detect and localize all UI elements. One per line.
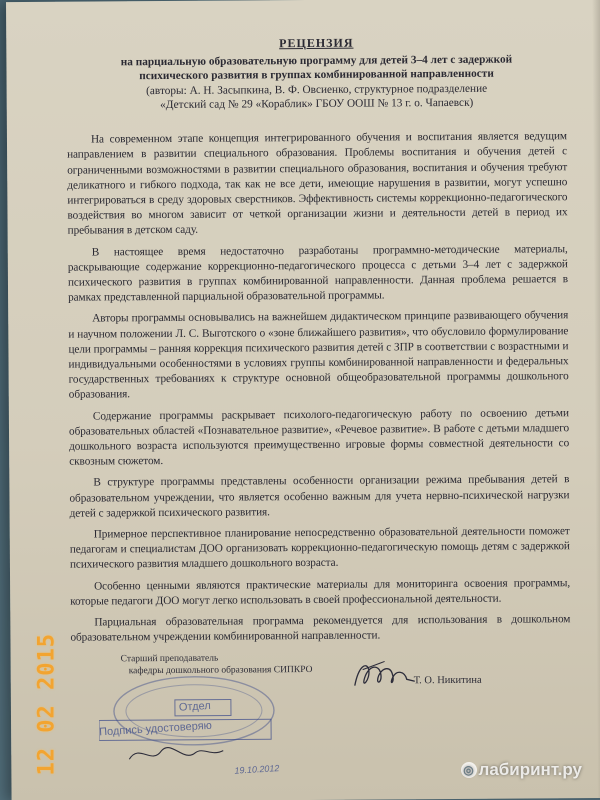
watermark-text: лабиринт.ру xyxy=(478,760,582,779)
handwritten-signature xyxy=(349,655,419,695)
paragraph: В структуре программы представлены особенности организации режима пребывания детей в образовательном учреждении, что является особенно важным для учета нервно-психической нагрузки детей с задержкой психического развития. xyxy=(69,473,570,520)
signer-name: Т. О. Никитина xyxy=(413,674,482,687)
document-content xyxy=(66,34,570,652)
review-body xyxy=(67,129,571,646)
paragraph: Особенно ценными являются практические материалы для мониторинга освоения программы, которые педагоги ДОО могут легко использовать в своей профессиональной деятельности. xyxy=(70,576,571,608)
certification-stamp xyxy=(99,672,330,784)
camera-date-stamp xyxy=(24,600,64,776)
authors-line: (авторы: А. Н. Засыпкина, В. Ф. Овсиенко, структурное подразделение xyxy=(146,82,488,98)
subtitle-line: на парциальную образовательную программу для детей 3–4 лет с задержкой xyxy=(120,53,513,69)
document-authors xyxy=(67,81,567,112)
subtitle-line: психического развития в группах комбинированной направленности xyxy=(139,67,494,83)
document-title: РЕЦЕНЗИЯ xyxy=(279,35,354,51)
paragraph: Примерное перспективное планирование непосредственно образовательной деятельности поможет педагогам и специалистам ДОО организовать коррекционно-педагогическую помощь детям с задержкой психического развития младшего дошкольного возраста. xyxy=(69,525,570,572)
authors-line: «Детский сад № 29 «Кораблик» ГБОУ ООШ № 13 г. о. Чапаевск) xyxy=(160,97,474,112)
labyrinth-logo-icon: ◎ xyxy=(461,762,477,778)
paragraph: В настоящее время недостаточно разработаны программно-методические материалы, раскрывающие содержание коррекционно-педагогического процесса с детьми 3–4 лет с задержкой психического развития в группах комбинированной направленности. Данная проблема решается в рамках представленной парциальной образовательной программы. xyxy=(67,242,568,304)
paragraph: Авторы программы основывались на важнейшем дидактическом принципе развивающего обучения и научном положении Л. С. Выготского о «зоне ближайшего развития», что обусловило формулирование цели программы – ранняя коррекция психического развития детей с ЗПР в соответствии с возрастными и индивидуальными особенностями в условиях группы комбинированной направленности и федеральных государственных требованиях к структуре основной общеобразовательной программы дошкольного образования. xyxy=(68,309,569,402)
camera-date-text: 12 02 2015 xyxy=(34,633,60,776)
site-watermark xyxy=(461,760,582,780)
signer-position-line: Старший преподаватель xyxy=(120,653,219,665)
page-edge-shadow xyxy=(592,0,600,798)
paragraph: Содержание программы раскрывает психолого-педагогическую работу по освоению детьми образовательных областей «Познавательное развитие», «Речевое развитие». В работе с детьми младшего дошкольного возраста используются преимущественно игровые формы совместной деятельности со сквозным сюжетом. xyxy=(68,406,570,468)
stamp-main-text: Подпись удостоверяю xyxy=(98,719,213,739)
document-subtitle xyxy=(66,52,566,83)
stamp-date-text: 19.10.2012 xyxy=(234,763,280,776)
signer-position-line: кафедры дошкольного образования СИПКРО xyxy=(128,664,313,677)
paragraph: На современном этапе концепция интегрированного обучения и воспитания является ведущим направлением в развитии специального образования. Проблемы воспитания и обучения детей с ограниченными возможностями в развитии специального образования, воспитания и обучения требуют деликатного и гибкого подхода, так как не все дети, имеющие нарушения в развитии, могут успешно интегрироваться в среду здоровых сверстников. Эффективность системы коррекционно-педагогического воздействия во многом зависит от четкой организации жизни и деятельности детей в период их пребывания в детском саду. xyxy=(67,130,568,238)
stamp-otdel-text: Отдел xyxy=(178,699,212,714)
paragraph: Парциальная образовательная программа рекомендуется для использования в дошкольном образовательном учреждении комбинированной направленности. xyxy=(70,613,571,644)
document-page xyxy=(6,0,600,800)
